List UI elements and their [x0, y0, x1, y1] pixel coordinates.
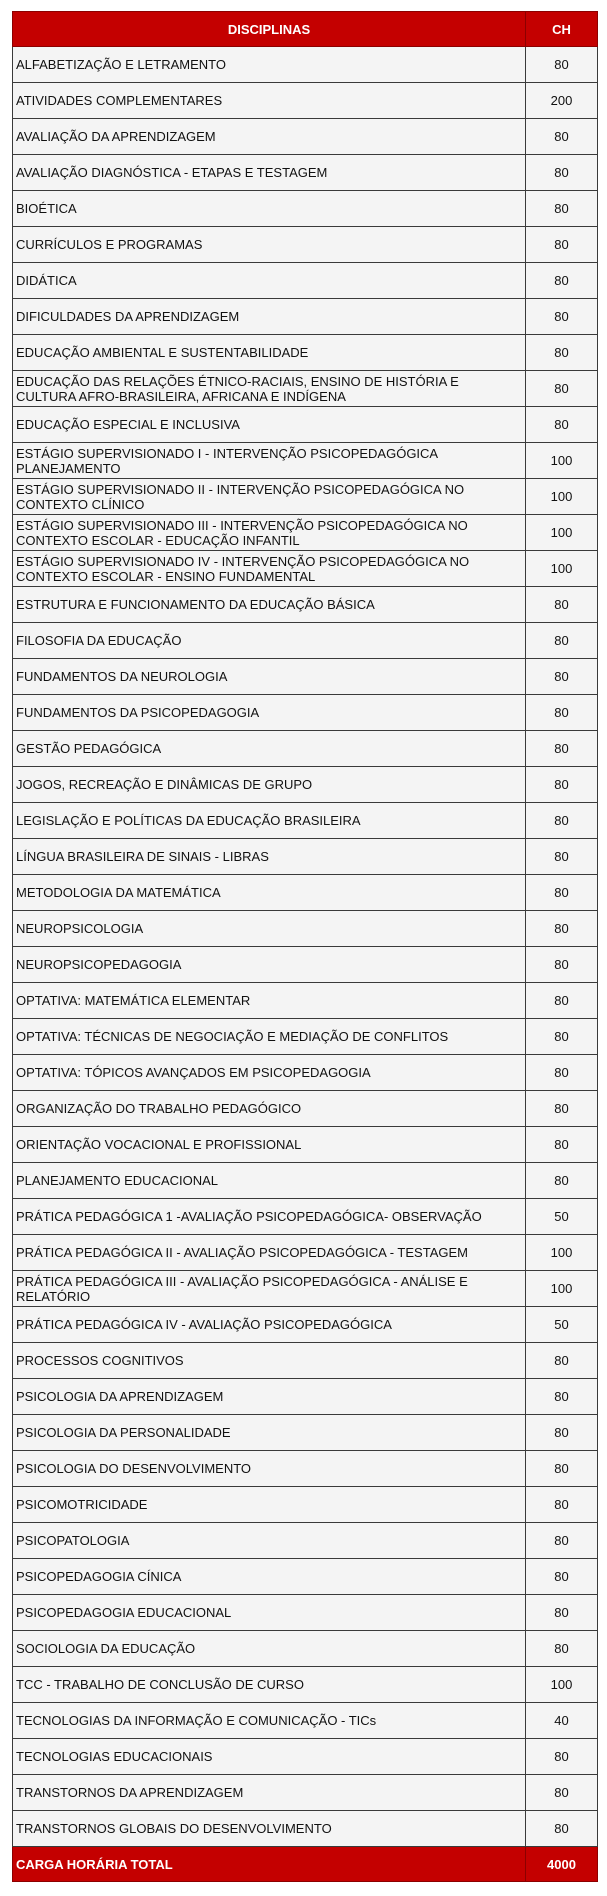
discipline-ch: 80 — [526, 1343, 598, 1379]
table-row — [13, 515, 598, 551]
table-row — [13, 47, 598, 83]
discipline-ch: 80 — [526, 839, 598, 875]
discipline-name: TECNOLOGIAS DA INFORMAÇÃO E COMUNICAÇÃO - TICs — [13, 1703, 526, 1739]
discipline-name: ESTÁGIO SUPERVISIONADO III - INTERVENÇÃO PSICOPEDAGÓGICA NO CONTEXTO ESCOLAR - EDUCAÇÃO INFANTIL — [13, 515, 526, 551]
header-ch: CH — [526, 12, 598, 47]
table-row — [13, 551, 598, 587]
table-row — [13, 1739, 598, 1775]
discipline-ch: 80 — [526, 1595, 598, 1631]
discipline-ch: 80 — [526, 407, 598, 443]
table-row — [13, 191, 598, 227]
discipline-name: EDUCAÇÃO AMBIENTAL E SUSTENTABILIDADE — [13, 335, 526, 371]
discipline-ch: 80 — [526, 1451, 598, 1487]
discipline-ch: 80 — [526, 371, 598, 407]
table-row — [13, 695, 598, 731]
discipline-name: PROCESSOS COGNITIVOS — [13, 1343, 526, 1379]
discipline-ch: 80 — [526, 155, 598, 191]
table-row — [13, 623, 598, 659]
discipline-ch: 80 — [526, 1811, 598, 1847]
discipline-ch: 100 — [526, 443, 598, 479]
discipline-name: ORGANIZAÇÃO DO TRABALHO PEDAGÓGICO — [13, 1091, 526, 1127]
table-row — [13, 767, 598, 803]
table-row — [13, 731, 598, 767]
discipline-ch: 80 — [526, 299, 598, 335]
discipline-ch: 80 — [526, 731, 598, 767]
discipline-name: TCC - TRABALHO DE CONCLUSÃO DE CURSO — [13, 1667, 526, 1703]
discipline-name: PSICOLOGIA DO DESENVOLVIMENTO — [13, 1451, 526, 1487]
table-row — [13, 1019, 598, 1055]
discipline-name: FUNDAMENTOS DA NEUROLOGIA — [13, 659, 526, 695]
table-row — [13, 1343, 598, 1379]
total-label: CARGA HORÁRIA TOTAL — [13, 1847, 526, 1882]
table-row — [13, 587, 598, 623]
discipline-name: JOGOS, RECREAÇÃO E DINÂMICAS DE GRUPO — [13, 767, 526, 803]
discipline-name: ALFABETIZAÇÃO E LETRAMENTO — [13, 47, 526, 83]
table-row — [13, 407, 598, 443]
discipline-name: TECNOLOGIAS EDUCACIONAIS — [13, 1739, 526, 1775]
table-row — [13, 1091, 598, 1127]
table-row — [13, 1235, 598, 1271]
table-row — [13, 1271, 598, 1307]
discipline-name: PRÁTICA PEDAGÓGICA 1 -AVALIAÇÃO PSICOPEDAGÓGICA- OBSERVAÇÃO — [13, 1199, 526, 1235]
discipline-name: SOCIOLOGIA DA EDUCAÇÃO — [13, 1631, 526, 1667]
table-body — [13, 47, 598, 1847]
discipline-name: TRANSTORNOS GLOBAIS DO DESENVOLVIMENTO — [13, 1811, 526, 1847]
discipline-ch: 80 — [526, 1163, 598, 1199]
table-row — [13, 119, 598, 155]
discipline-name: FILOSOFIA DA EDUCAÇÃO — [13, 623, 526, 659]
table-row — [13, 155, 598, 191]
discipline-ch: 80 — [526, 695, 598, 731]
discipline-name: NEUROPSICOPEDAGOGIA — [13, 947, 526, 983]
table-row — [13, 1127, 598, 1163]
table-row — [13, 1811, 598, 1847]
table-row — [13, 1307, 598, 1343]
discipline-name: PRÁTICA PEDAGÓGICA IV - AVALIAÇÃO PSICOPEDAGÓGICA — [13, 1307, 526, 1343]
discipline-name: METODOLOGIA DA MATEMÁTICA — [13, 875, 526, 911]
discipline-name: PRÁTICA PEDAGÓGICA III - AVALIAÇÃO PSICOPEDAGÓGICA - ANÁLISE E RELATÓRIO — [13, 1271, 526, 1307]
discipline-name: LÍNGUA BRASILEIRA DE SINAIS - LIBRAS — [13, 839, 526, 875]
discipline-ch: 80 — [526, 1019, 598, 1055]
curriculum-table — [12, 11, 598, 1882]
table-row — [13, 803, 598, 839]
table-row — [13, 479, 598, 515]
discipline-ch: 80 — [526, 1055, 598, 1091]
discipline-ch: 80 — [526, 263, 598, 299]
discipline-ch: 80 — [526, 983, 598, 1019]
table-row — [13, 1703, 598, 1739]
discipline-name: PSICOLOGIA DA PERSONALIDADE — [13, 1415, 526, 1451]
discipline-ch: 80 — [526, 1091, 598, 1127]
table-row — [13, 875, 598, 911]
discipline-ch: 80 — [526, 659, 598, 695]
discipline-name: PSICOPATOLOGIA — [13, 1523, 526, 1559]
discipline-name: ORIENTAÇÃO VOCACIONAL E PROFISSIONAL — [13, 1127, 526, 1163]
table-footer-row — [13, 1847, 598, 1882]
curriculum-table-container — [12, 11, 597, 1882]
table-row — [13, 1523, 598, 1559]
table-row — [13, 911, 598, 947]
discipline-ch: 80 — [526, 335, 598, 371]
discipline-ch: 80 — [526, 1379, 598, 1415]
discipline-ch: 80 — [526, 1415, 598, 1451]
table-row — [13, 83, 598, 119]
table-row — [13, 947, 598, 983]
table-row — [13, 371, 598, 407]
discipline-name: PSICOLOGIA DA APRENDIZAGEM — [13, 1379, 526, 1415]
discipline-name: DIFICULDADES DA APRENDIZAGEM — [13, 299, 526, 335]
discipline-name: ESTÁGIO SUPERVISIONADO II - INTERVENÇÃO PSICOPEDAGÓGICA NO CONTEXTO CLÍNICO — [13, 479, 526, 515]
table-row — [13, 1631, 598, 1667]
discipline-name: BIOÉTICA — [13, 191, 526, 227]
table-row — [13, 335, 598, 371]
discipline-ch: 80 — [526, 803, 598, 839]
table-header-row — [13, 12, 598, 47]
discipline-name: PSICOPEDAGOGIA CÍNICA — [13, 1559, 526, 1595]
discipline-ch: 80 — [526, 119, 598, 155]
discipline-ch: 100 — [526, 1235, 598, 1271]
discipline-ch: 200 — [526, 83, 598, 119]
table-row — [13, 1451, 598, 1487]
discipline-ch: 40 — [526, 1703, 598, 1739]
table-row — [13, 1199, 598, 1235]
discipline-name: AVALIAÇÃO DIAGNÓSTICA - ETAPAS E TESTAGEM — [13, 155, 526, 191]
discipline-ch: 100 — [526, 1271, 598, 1307]
discipline-ch: 80 — [526, 1523, 598, 1559]
discipline-ch: 100 — [526, 551, 598, 587]
discipline-name: ESTÁGIO SUPERVISIONADO I - INTERVENÇÃO PSICOPEDAGÓGICA PLANEJAMENTO — [13, 443, 526, 479]
discipline-name: OPTATIVA: TÓPICOS AVANÇADOS EM PSICOPEDAGOGIA — [13, 1055, 526, 1091]
discipline-ch: 100 — [526, 1667, 598, 1703]
discipline-name: PRÁTICA PEDAGÓGICA II - AVALIAÇÃO PSICOPEDAGÓGICA - TESTAGEM — [13, 1235, 526, 1271]
table-row — [13, 299, 598, 335]
table-row — [13, 1775, 598, 1811]
table-row — [13, 839, 598, 875]
total-value: 4000 — [526, 1847, 598, 1882]
discipline-name: PSICOMOTRICIDADE — [13, 1487, 526, 1523]
discipline-ch: 80 — [526, 191, 598, 227]
discipline-name: OPTATIVA: MATEMÁTICA ELEMENTAR — [13, 983, 526, 1019]
table-row — [13, 1379, 598, 1415]
table-row — [13, 1415, 598, 1451]
discipline-ch: 80 — [526, 1775, 598, 1811]
discipline-ch: 50 — [526, 1199, 598, 1235]
table-row — [13, 1667, 598, 1703]
discipline-ch: 80 — [526, 1559, 598, 1595]
table-row — [13, 983, 598, 1019]
table-row — [13, 659, 598, 695]
discipline-name: ESTRUTURA E FUNCIONAMENTO DA EDUCAÇÃO BÁSICA — [13, 587, 526, 623]
discipline-name: FUNDAMENTOS DA PSICOPEDAGOGIA — [13, 695, 526, 731]
discipline-ch: 80 — [526, 1127, 598, 1163]
discipline-ch: 80 — [526, 47, 598, 83]
discipline-name: PSICOPEDAGOGIA EDUCACIONAL — [13, 1595, 526, 1631]
table-row — [13, 1163, 598, 1199]
table-row — [13, 1559, 598, 1595]
discipline-name: OPTATIVA: TÉCNICAS DE NEGOCIAÇÃO E MEDIAÇÃO DE CONFLITOS — [13, 1019, 526, 1055]
discipline-ch: 80 — [526, 767, 598, 803]
discipline-name: NEUROPSICOLOGIA — [13, 911, 526, 947]
discipline-name: CURRÍCULOS E PROGRAMAS — [13, 227, 526, 263]
discipline-ch: 50 — [526, 1307, 598, 1343]
table-row — [13, 1487, 598, 1523]
discipline-ch: 80 — [526, 1487, 598, 1523]
table-row — [13, 263, 598, 299]
discipline-name: PLANEJAMENTO EDUCACIONAL — [13, 1163, 526, 1199]
discipline-name: AVALIAÇÃO DA APRENDIZAGEM — [13, 119, 526, 155]
table-row — [13, 443, 598, 479]
discipline-ch: 80 — [526, 875, 598, 911]
discipline-name: LEGISLAÇÃO E POLÍTICAS DA EDUCAÇÃO BRASILEIRA — [13, 803, 526, 839]
discipline-name: EDUCAÇÃO ESPECIAL E INCLUSIVA — [13, 407, 526, 443]
discipline-name: ESTÁGIO SUPERVISIONADO IV - INTERVENÇÃO PSICOPEDAGÓGICA NO CONTEXTO ESCOLAR - ENSINO FUNDAMENTAL — [13, 551, 526, 587]
discipline-ch: 100 — [526, 479, 598, 515]
discipline-name: GESTÃO PEDAGÓGICA — [13, 731, 526, 767]
discipline-ch: 80 — [526, 1631, 598, 1667]
table-row — [13, 1595, 598, 1631]
discipline-name: TRANSTORNOS DA APRENDIZAGEM — [13, 1775, 526, 1811]
discipline-ch: 80 — [526, 587, 598, 623]
table-row — [13, 1055, 598, 1091]
discipline-name: EDUCAÇÃO DAS RELAÇÕES ÉTNICO-RACIAIS, ENSINO DE HISTÓRIA E CULTURA AFRO-BRASILEIRA, AFRICANA E INDÍGENA — [13, 371, 526, 407]
discipline-ch: 100 — [526, 515, 598, 551]
discipline-ch: 80 — [526, 227, 598, 263]
discipline-ch: 80 — [526, 947, 598, 983]
discipline-ch: 80 — [526, 623, 598, 659]
discipline-ch: 80 — [526, 1739, 598, 1775]
discipline-name: ATIVIDADES COMPLEMENTARES — [13, 83, 526, 119]
discipline-name: DIDÁTICA — [13, 263, 526, 299]
table-row — [13, 227, 598, 263]
discipline-ch: 80 — [526, 911, 598, 947]
header-disciplinas: DISCIPLINAS — [13, 12, 526, 47]
